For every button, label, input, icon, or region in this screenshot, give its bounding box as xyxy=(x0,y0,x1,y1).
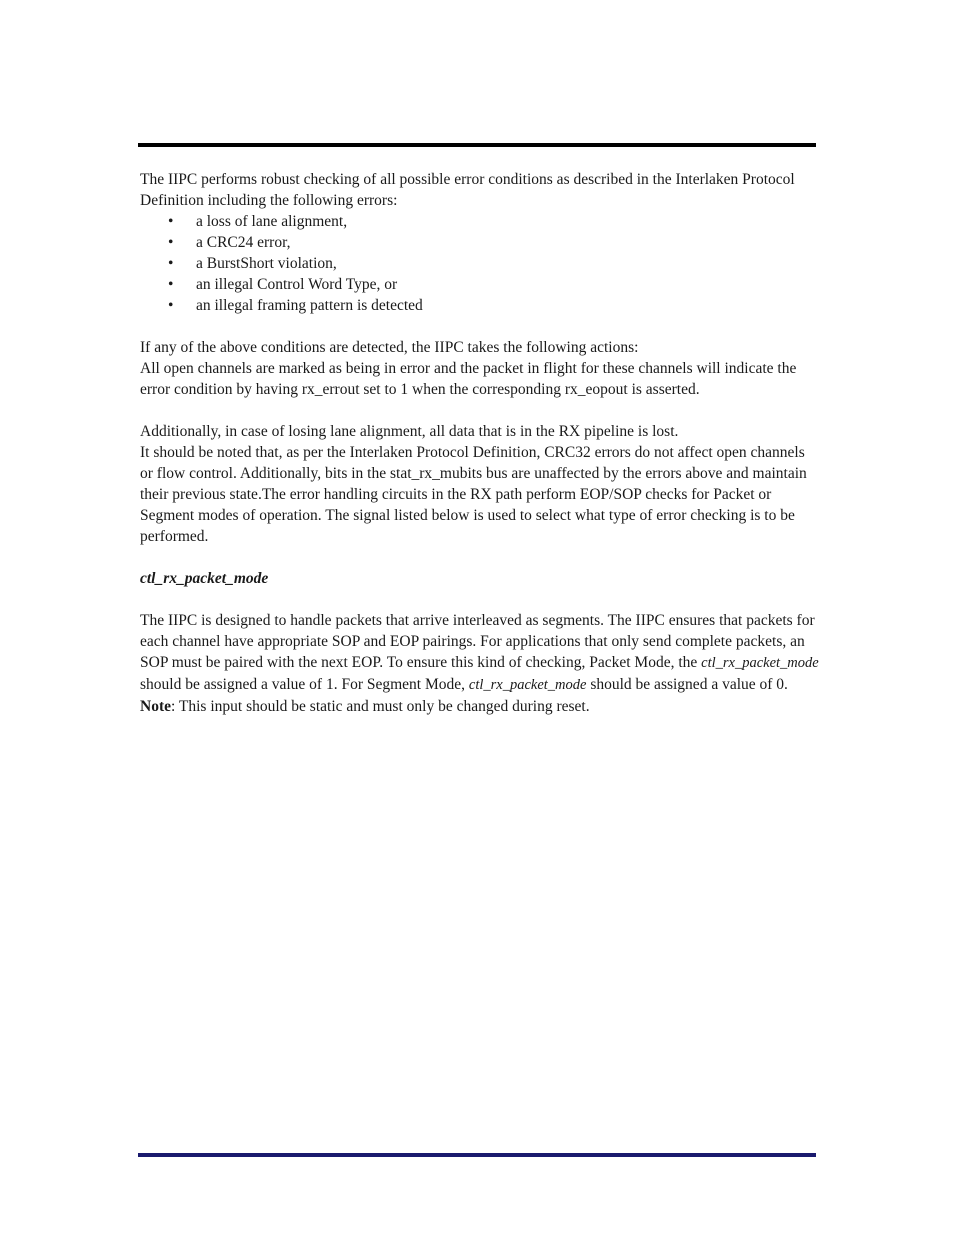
actions-intro: If any of the above conditions are detected, the IIPC takes the following actions: xyxy=(140,339,639,356)
footer-rule xyxy=(138,1153,816,1157)
error-list xyxy=(140,211,820,316)
lane-alignment-paragraph: Additionally, in case of losing lane alignment, all data that is in the RX pipeline is lost. xyxy=(140,423,679,440)
packet-mode-paragraph: The IIPC is designed to handle packets that arrive interleaved as segments. The IIPC ensures that packets for each channel have appropriate SOP and EOP pairings. For applications that only send complete packets, an SOP must be paired with the next EOP. To ensure this kind of checking, Packet Mode, the ctl_rx_packet_mode should be assigned a value of 1. For Segment Mode, ctl_rx_packet_mode should be assigned a value of 0. xyxy=(140,612,819,693)
bullet-icon: • xyxy=(168,276,174,293)
parameter-heading: ctl_rx_packet_mode xyxy=(140,570,269,587)
intro-paragraph: The IIPC performs robust checking of all possible error conditions as described in the Interlaken Protocol Definition including the following errors: xyxy=(140,171,795,209)
spacer xyxy=(140,316,820,337)
list-item: • a BurstShort violation, xyxy=(168,255,337,272)
page-body xyxy=(140,169,820,717)
bullet-icon: • xyxy=(168,255,174,272)
header-rule xyxy=(138,143,816,147)
spacer xyxy=(140,589,820,610)
bullet-icon: • xyxy=(168,234,174,251)
bullet-icon: • xyxy=(168,213,174,230)
list-item: • a loss of lane alignment, xyxy=(168,213,348,230)
signal-name: ctl_rx_packet_mode xyxy=(701,655,819,671)
bullet-icon: • xyxy=(168,297,174,314)
list-item: • an illegal framing pattern is detected xyxy=(168,297,423,314)
signal-name: ctl_rx_packet_mode xyxy=(468,677,587,693)
spacer xyxy=(140,400,820,421)
list-item: • a CRC24 error, xyxy=(168,234,291,251)
list-item: • an illegal Control Word Type, or xyxy=(168,276,398,293)
actions-paragraph: All open channels are marked as being in error and the packet in flight for these channels will indicate the error condition by having rx_errout set to 1 when the corresponding rx_eopout is asserted. xyxy=(140,360,797,398)
spacer xyxy=(140,547,820,568)
note-paragraph: Note: This input should be static and must only be changed during reset. xyxy=(140,698,590,715)
crc32-paragraph: It should be noted that, as per the Interlaken Protocol Definition, CRC32 errors do not affect open channels or flow control. Additionally, bits in the stat_rx_mubits bus are unaffected by the errors above and maintain their previous state.The error handling circuits in the RX path perform EOP/SOP checks for Packet or Segment modes of operation. The signal listed below is used to select what type of error checking is to be performed. xyxy=(140,444,807,545)
note-label: Note xyxy=(140,698,171,715)
